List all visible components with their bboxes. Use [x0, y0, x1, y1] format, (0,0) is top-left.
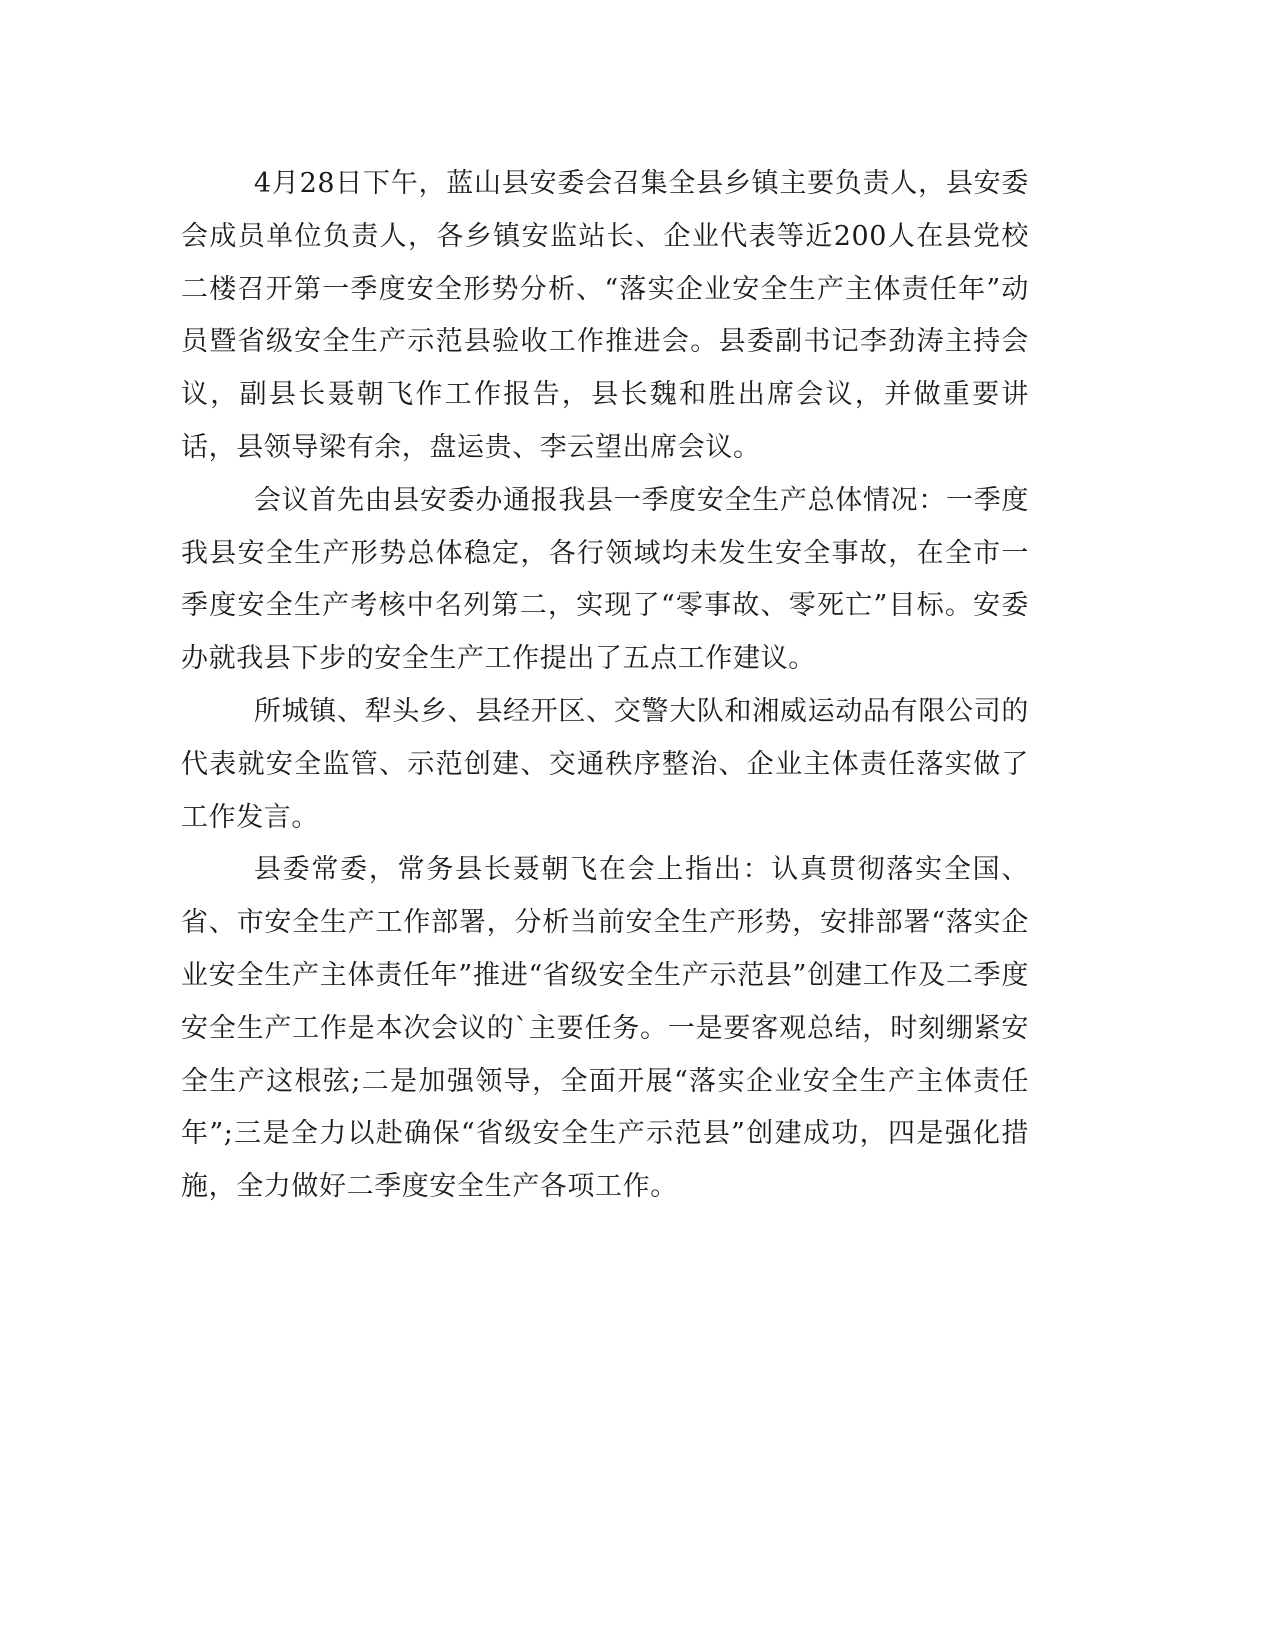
paragraph: 县委常委，常务县长聂朝飞在会上指出：认真贯彻落实全国、省、市安全生产工作部署，分析当前安全生产形势，安排部署“落实企业安全生产主体责任年”推进“省级安全生产示范县”创建工作及二季度安全生产工作是本次会议的`主要任务。一是要客观总结，时刻绷紧安全生产这根弦;二是加强领导，全面开展“落实企业安全生产主体责任年”;三是全力以赴确保“省级安全生产示范县”创建成功，四是强化措施，全力做好二季度安全生产各项工作。 [181, 854, 1029, 1203]
paragraph: 会议首先由县安委办通报我县一季度安全生产总体情况：一季度我县安全生产形势总体稳定，各行领域均未发生安全事故，在全市一季度安全生产考核中名列第二，实现了“零事故、零死亡”目标。安委办就我县下步的安全生产工作提出了五点工作建议。 [181, 484, 1029, 675]
document-body [181, 158, 1029, 1214]
paragraph: 4月28日下午，蓝山县安委会召集全县乡镇主要负责人，县安委会成员单位负责人，各乡镇安监站长、企业代表等近200人在县党校二楼召开第一季度安全形势分析、“落实企业安全生产主体责任年”动员暨省级安全生产示范县验收工作推进会。县委副书记李劲涛主持会议，副县长聂朝飞作工作报告，县长魏和胜出席会议，并做重要讲话，县领导梁有余，盘运贵、李云望出席会议。 [181, 168, 1029, 463]
paragraph: 所城镇、犁头乡、县经开区、交警大队和湘威运动品有限公司的代表就安全监管、示范创建、交通秩序整治、企业主体责任落实做了工作发言。 [181, 695, 1029, 833]
